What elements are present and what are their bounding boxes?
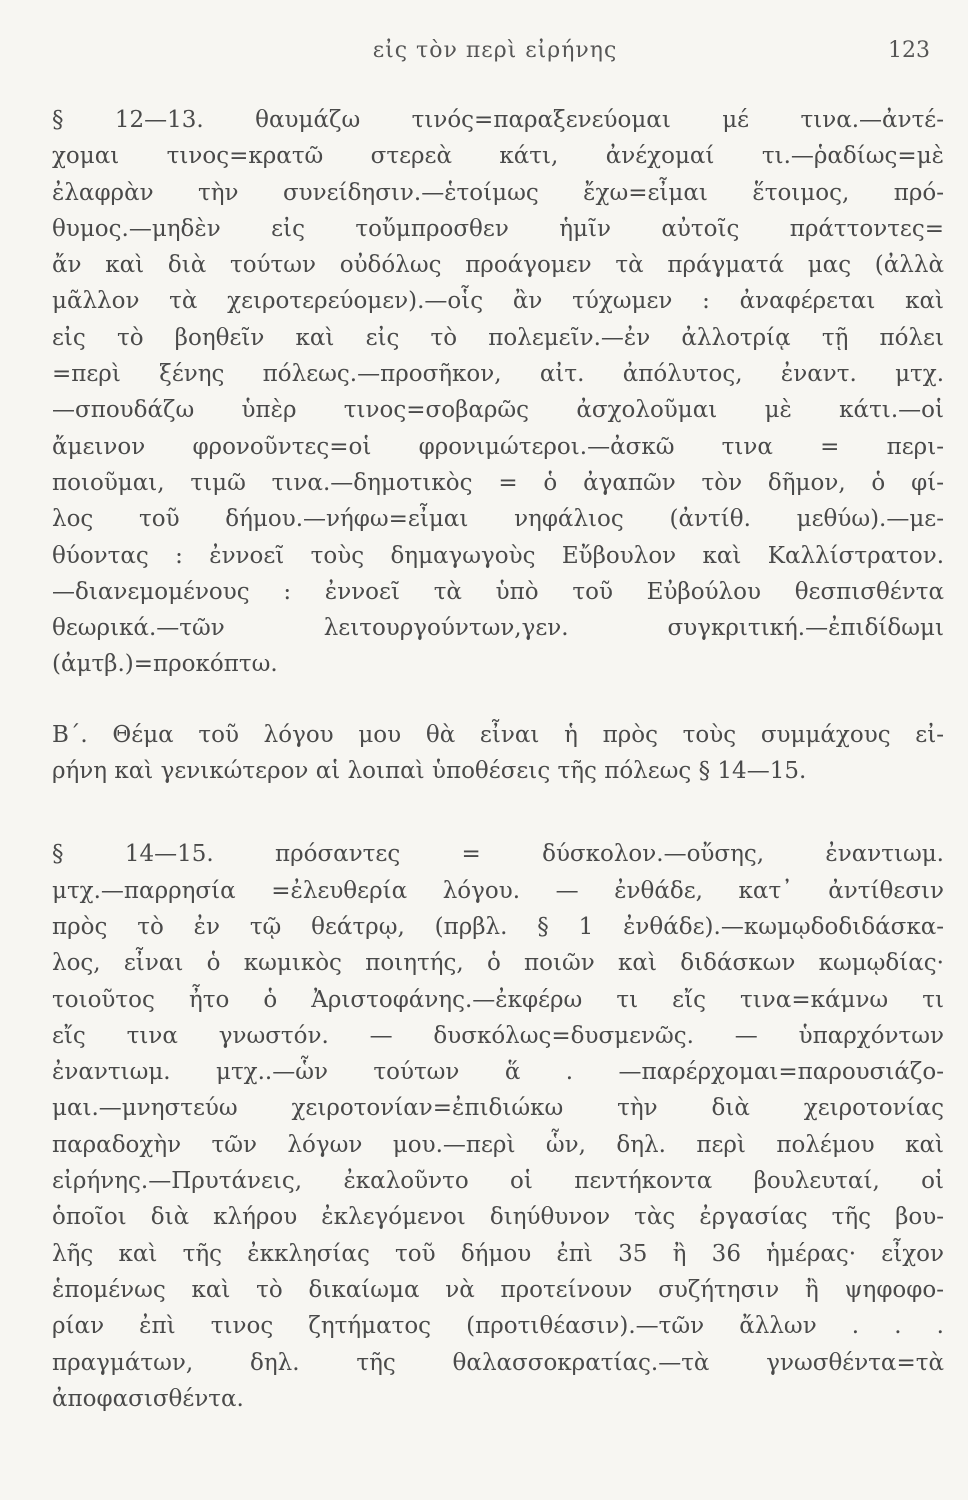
section-summary-paragraph xyxy=(52,717,944,790)
text-line: ρήνη καὶ γενικώτερον αἱ λοιπαὶ ὑποθέσεις τῆς πόλεως § 14—15. xyxy=(52,758,807,785)
text-line: θεωρικά.—τῶν λειτουργούντων,γεν. συγκριτική.—ἐπιδίδωμι xyxy=(52,615,944,642)
text-line: (ἀμτβ.)=προκόπτω. xyxy=(52,651,278,678)
text-line: Β΄. Θέμα τοῦ λόγου μου θὰ εἶναι ἡ πρὸς τοὺς συμμάχους εἰ- xyxy=(52,721,944,748)
text-line: μᾶλλον τὰ χειροτερεύομεν).—οἷς ἂν τύχωμεν : ἀναφέρεται καὶ xyxy=(52,288,944,315)
text-line: εἰς τὸ βοηθεῖν καὶ εἰς τὸ πολεμεῖν.—ἐν ἀλλοτρίᾳ τῇ πόλει xyxy=(52,324,944,351)
text-line: εἴς τινα γνωστόν. — δυσκόλως=δυσμενῶς. — ὑπαρχόντων xyxy=(52,1022,944,1049)
text-line: παραδοχὴν τῶν λόγων μου.—περὶ ὧν, δηλ. περὶ πολέμου καὶ xyxy=(52,1131,944,1158)
text-line: ἀποφασισθέντα. xyxy=(52,1385,244,1412)
text-line: ἐναντιωμ. μτχ..—ὧν τούτων ἅ . —παρέρχομαι=παρουσιάζο- xyxy=(52,1059,944,1086)
text-line: ἄν καὶ διὰ τούτων οὐδόλως προάγομεν τὰ πράγματά μας (ἀλλὰ xyxy=(52,252,944,279)
text-line: λος, εἶναι ὁ κωμικὸς ποιητής, ὁ ποιῶν καὶ διδάσκων κωμῳδίας· xyxy=(52,950,944,977)
text-line: ρίαν ἐπὶ τινος ζητήματος (προτιθέασιν).—τῶν ἄλλων . . . xyxy=(52,1313,944,1340)
running-title: εἰς τὸν περὶ εἰρήνης xyxy=(372,38,618,63)
text-line: ἄμεινον φρονοῦντες=οἱ φρονιμώτεροι.—ἀσκῶ τινα = περι- xyxy=(52,433,944,460)
page-number: 123 xyxy=(888,38,930,63)
text-line: μαι.—μνηστεύω χειροτονίαν=ἐπιδιώκω τὴν διὰ χειροτονίας xyxy=(52,1095,944,1122)
page-body xyxy=(52,102,944,1417)
text-line: θυμος.—μηδὲν εἰς τοὔμπροσθεν ἡμῖν αὐτοῖς πράττοντες= xyxy=(52,215,944,242)
text-line: —σπουδάζω ὑπὲρ τινος=σοβαρῶς ἀσχολοῦμαι μὲ κάτι.—οἱ xyxy=(52,397,944,424)
text-line: § 14—15. πρόσαντες = δύσκολον.—οὔσης, ἐναντιωμ. xyxy=(52,841,944,868)
text-line: τοιοῦτος ἦτο ὁ Ἀριστοφάνης.—ἐκφέρω τι εἴς τινα=κάμνω τι xyxy=(52,986,944,1013)
text-line: χομαι τινος=κρατῶ στερεὰ κάτι, ἀνέχομαί τι.—ῥαδίως=μὲ xyxy=(52,143,944,170)
text-line: πραγμάτων, δηλ. τῆς θαλασσοκρατίας.—τὰ γνωσθέντα=τὰ xyxy=(52,1349,944,1376)
text-line: λῆς καὶ τῆς ἐκκλησίας τοῦ δήμου ἐπὶ 35 ἢ 36 ἡμέρας· εἶχον xyxy=(52,1240,944,1267)
text-line: ἐλαφρὰν τὴν συνείδησιν.—ἑτοίμως ἔχω=εἶμαι ἕτοιμος, πρό- xyxy=(52,179,944,206)
text-line: § 12—13. θαυμάζω τινός=παραξενεύομαι μέ τινα.—ἀντέ- xyxy=(52,107,944,133)
text-line: εἰρήνης.—Πρυτάνεις, ἐκαλοῦντο οἱ πεντήκοντα βουλευταί, οἱ xyxy=(52,1168,944,1195)
text-line: λος τοῦ δήμου.—νήφω=εἶμαι νηφάλιος (ἀντίθ. μεθύω).—με- xyxy=(52,506,944,533)
commentary-paragraph-14-15 xyxy=(52,836,944,1417)
text-line: θύοντας : ἐννοεῖ τοὺς δημαγωγοὺς Εὔβουλον καὶ Καλλίστρατον. xyxy=(52,542,944,569)
text-line: =περὶ ξένης πόλεως.—προσῆκον, αἰτ. ἀπόλυτος, ἐναντ. μτχ. xyxy=(52,361,944,388)
text-line: μτχ.—παρρησία =ἐλευθερία λόγου. — ἐνθάδε, κατ᾿ ἀντίθεσιν xyxy=(52,877,944,904)
text-line: ἑπομένως καὶ τὸ δικαίωμα νὰ προτείνουν συζήτησιν ἢ ψηφοφο- xyxy=(52,1276,944,1303)
page-header xyxy=(50,38,940,72)
text-line: ποιοῦμαι, τιμῶ τινα.—δημοτικὸς = ὁ ἀγαπῶν τὸν δῆμον, ὁ φί- xyxy=(52,469,944,496)
text-line: —διανεμομένους : ἐννοεῖ τὰ ὑπὸ τοῦ Εὐβούλου θεσπισθέντα xyxy=(52,578,944,605)
commentary-paragraph-12-13 xyxy=(52,102,944,683)
text-line: ὁποῖοι διὰ κλήρου ἐκλεγόμενοι διηύθυνον τὰς ἐργασίας τῆς βου- xyxy=(52,1204,944,1231)
text-line: πρὸς τὸ ἐν τῷ θεάτρῳ, (πρβλ. § 1 ἐνθάδε).—κωμῳδοδιδάσκα- xyxy=(52,913,944,940)
